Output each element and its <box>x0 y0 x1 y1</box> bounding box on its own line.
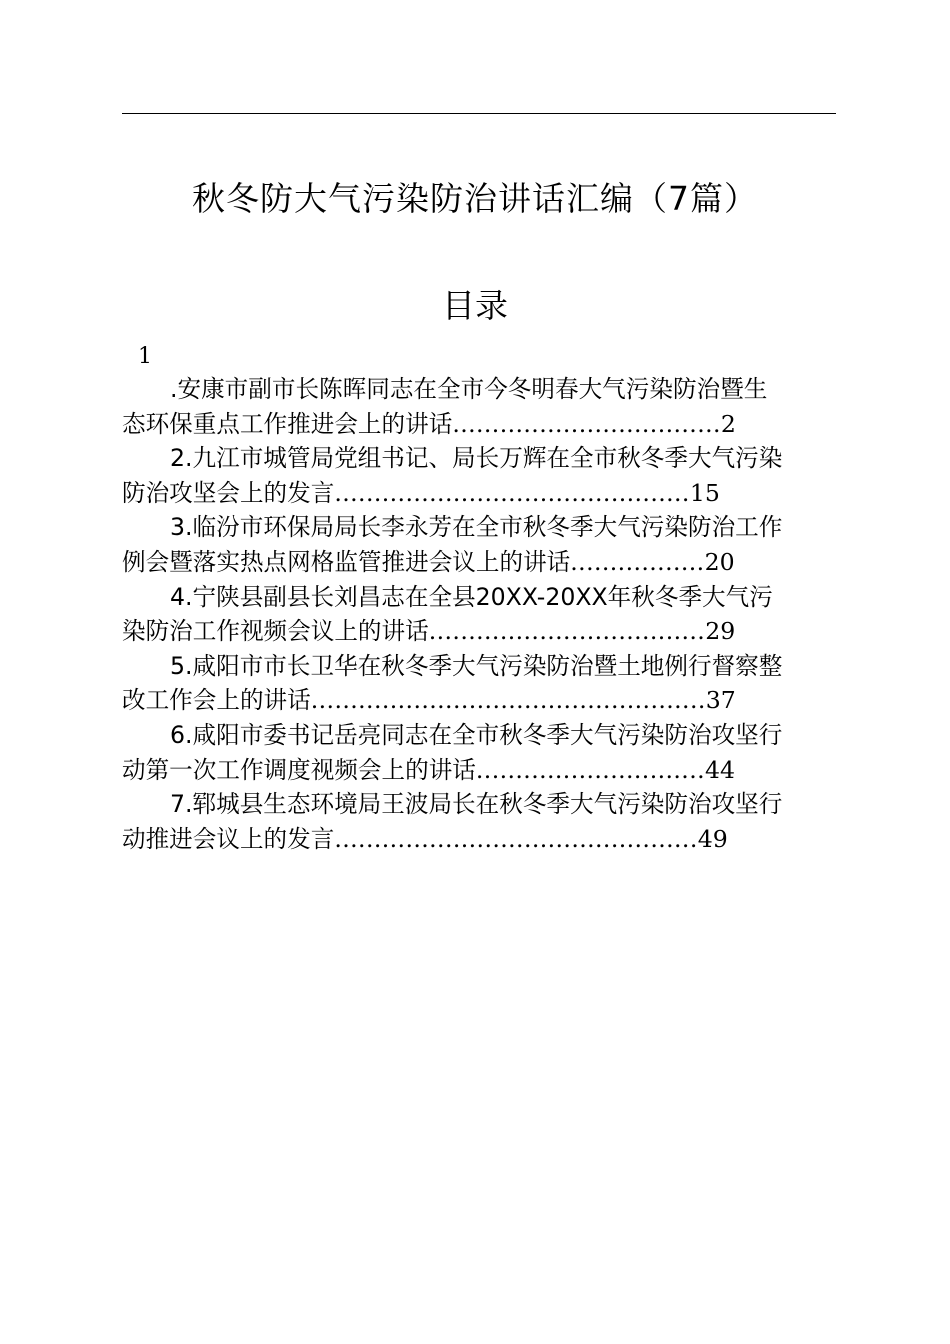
toc-entry-title-cont: 例会暨落实热点网格监管推进会议上的讲话 <box>122 547 571 576</box>
toc-leader-dots: .................................. <box>452 409 721 438</box>
toc-entry-title-line2 <box>122 476 838 511</box>
toc-page-number: 49 <box>697 824 728 853</box>
toc-entry-title-cont: 态环保重点工作推进会上的讲话 <box>122 409 453 438</box>
toc-entry[interactable] <box>122 372 838 441</box>
toc-entry-title-cont: 染防治工作视频会议上的讲话 <box>122 617 429 646</box>
toc-page-number: 20 <box>704 547 735 576</box>
toc-entry-title-line1: 6.咸阳市委书记岳亮同志在全市秋冬季大气污染防治攻坚行 <box>170 720 783 749</box>
toc-heading: 目录 <box>442 286 508 325</box>
toc-entry-title-cont: 动第一次工作调度视频会上的讲话 <box>122 755 476 784</box>
toc-leader-dots: ............................................. <box>334 478 690 507</box>
toc-entry-title-line2 <box>122 407 838 442</box>
toc-entry-title-line2 <box>122 753 838 788</box>
toc-entry-title-cont: 改工作会上的讲话 <box>122 686 311 715</box>
toc-entry-title-line1: 7.郓城县生态环境局王波局长在秋冬季大气污染防治攻坚行 <box>170 790 783 819</box>
toc-entry[interactable] <box>122 510 838 579</box>
toc-entry[interactable] <box>122 441 838 510</box>
toc-entry[interactable] <box>122 649 838 718</box>
toc-entry-title-line2 <box>122 683 838 718</box>
toc-entry-title-line1: 5.咸阳市市长卫华在秋冬季大气污染防治暨土地例行督察整 <box>170 651 783 680</box>
toc-page-number: 29 <box>705 617 736 646</box>
toc-entry-title-line1: 2.九江市城管局党组书记、局长万辉在全市秋冬季大气污染 <box>170 444 783 473</box>
toc-page-number: 2 <box>720 409 736 438</box>
toc-page-number: 15 <box>689 478 720 507</box>
toc-leader-dots: ............................. <box>475 755 705 784</box>
toc-leader-dots: ................. <box>570 547 705 576</box>
toc-entry[interactable] <box>122 718 838 787</box>
toc-entry[interactable] <box>122 787 838 856</box>
toc-entry-title-cont: 防治攻坚会上的发言 <box>122 478 335 507</box>
toc-entry-title-line2 <box>122 822 838 857</box>
document-title: 秋冬防大气污染防治讲话汇编（7篇） <box>192 179 758 218</box>
toc-leader-dots: .............................................. <box>334 824 698 853</box>
toc-lead-number: 1 <box>138 344 152 369</box>
toc-entry-title-line1: 3.临汾市环保局局长李永芳在全市秋冬季大气污染防治工作 <box>170 513 783 542</box>
toc-entry-title-line2 <box>122 614 838 649</box>
toc-page-number: 44 <box>705 755 736 784</box>
toc-leader-dots: .................................................. <box>310 686 706 715</box>
toc-entry[interactable] <box>122 580 838 649</box>
toc-leader-dots: ................................... <box>428 617 706 646</box>
toc-list <box>122 372 838 856</box>
toc-entry-title-line1: .安康市副市长陈晖同志在全市今冬明春大气污染防治暨生 <box>170 375 768 403</box>
toc-page-number: 37 <box>705 686 736 715</box>
toc-entry-title-cont: 动推进会议上的发言 <box>122 824 335 853</box>
toc-entry-title-line1: 4.宁陕县副县长刘昌志在全县20XX-20XX年秋冬季大气污 <box>170 582 773 611</box>
toc-entry-title-line2 <box>122 545 838 580</box>
header-rule <box>122 113 836 114</box>
